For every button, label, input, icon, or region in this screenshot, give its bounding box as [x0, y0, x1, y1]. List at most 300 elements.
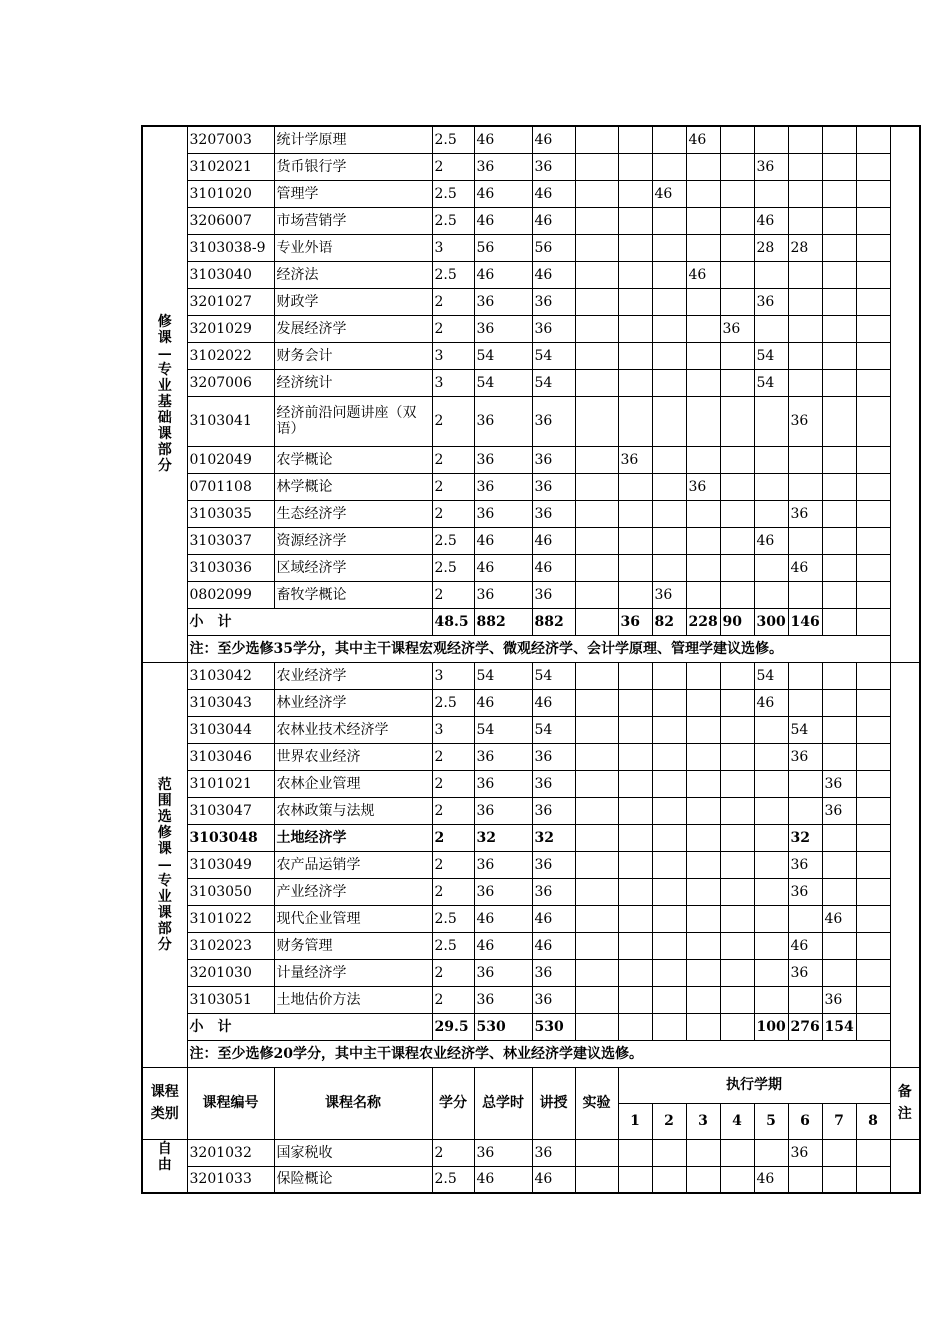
semester-7-hours — [822, 396, 856, 446]
semester-4-hours — [720, 770, 754, 797]
course-credit: 2 — [432, 315, 474, 342]
course-lab-hours — [575, 770, 618, 797]
semester-7-hours — [822, 180, 856, 207]
semester-7-hours — [822, 207, 856, 234]
course-lecture-hours: 46 — [532, 261, 575, 288]
course-credit: 2.5 — [432, 126, 474, 153]
semester-3-hours — [686, 315, 720, 342]
semester-7-hours: 46 — [822, 905, 856, 932]
semester-1-hours — [618, 878, 652, 905]
semester-5-hours: 54 — [754, 662, 788, 689]
course-credit: 2 — [432, 500, 474, 527]
course-lab-hours — [575, 743, 618, 770]
course-code: 3201029 — [187, 315, 274, 342]
course-credit: 2 — [432, 986, 474, 1013]
course-name: 经济法 — [274, 261, 432, 288]
semester-5-hours — [754, 126, 788, 153]
course-lecture-hours: 54 — [532, 369, 575, 396]
semester-7-hours — [822, 932, 856, 959]
semester-4-hours — [720, 207, 754, 234]
course-total-hours: 36 — [474, 581, 532, 608]
table-row — [142, 396, 920, 446]
semester-8-hours — [856, 824, 890, 851]
semester-3-hours — [686, 396, 720, 446]
semester-7-hours — [822, 554, 856, 581]
semester-5-hours — [754, 500, 788, 527]
semester-8-hours — [856, 396, 890, 446]
course-lecture-hours: 36 — [532, 473, 575, 500]
subtotal-label: 小 计 — [187, 608, 432, 635]
semester-8-hours — [856, 527, 890, 554]
course-total-hours: 46 — [474, 126, 532, 153]
subtotal-semester-5: 300 — [754, 608, 788, 635]
course-name: 农产品运销学 — [274, 851, 432, 878]
course-name: 财政学 — [274, 288, 432, 315]
subtotal-semester-8 — [856, 608, 890, 635]
semester-2-hours — [652, 261, 686, 288]
header-semester-4: 4 — [720, 1103, 754, 1139]
category-cell — [142, 1139, 187, 1193]
semester-4-hours — [720, 234, 754, 261]
table-row — [142, 315, 920, 342]
semester-5-hours — [754, 932, 788, 959]
course-code: 0802099 — [187, 581, 274, 608]
semester-6-hours: 28 — [788, 234, 822, 261]
semester-2-hours — [652, 1139, 686, 1166]
course-credit: 2 — [432, 797, 474, 824]
course-total-hours: 36 — [474, 851, 532, 878]
semester-1-hours — [618, 261, 652, 288]
semester-7-hours: 36 — [822, 797, 856, 824]
semester-6-hours: 36 — [788, 396, 822, 446]
course-name: 农林政策与法规 — [274, 797, 432, 824]
subtotal-semester-2: 82 — [652, 608, 686, 635]
semester-5-hours — [754, 716, 788, 743]
semester-6-hours: 54 — [788, 716, 822, 743]
course-name: 林业经济学 — [274, 689, 432, 716]
semester-4-hours — [720, 689, 754, 716]
semester-7-hours — [822, 315, 856, 342]
semester-1-hours — [618, 342, 652, 369]
course-credit: 2.5 — [432, 180, 474, 207]
semester-1-hours — [618, 234, 652, 261]
course-credit: 2.5 — [432, 932, 474, 959]
semester-3-hours — [686, 905, 720, 932]
semester-2-hours — [652, 396, 686, 446]
header-code: 课程编号 — [187, 1067, 274, 1139]
semester-1-hours — [618, 1166, 652, 1193]
semester-7-hours — [822, 342, 856, 369]
semester-1-hours — [618, 207, 652, 234]
table-row — [142, 1166, 920, 1193]
semester-5-hours: 46 — [754, 207, 788, 234]
semester-8-hours — [856, 851, 890, 878]
semester-3-hours — [686, 342, 720, 369]
semester-1-hours — [618, 180, 652, 207]
semester-8-hours — [856, 153, 890, 180]
semester-2-hours — [652, 1166, 686, 1193]
course-code: 3103048 — [187, 824, 274, 851]
course-name: 统计学原理 — [274, 126, 432, 153]
course-credit: 2.5 — [432, 527, 474, 554]
table-row — [142, 180, 920, 207]
semester-4-hours — [720, 288, 754, 315]
semester-3-hours — [686, 180, 720, 207]
course-total-hours: 46 — [474, 261, 532, 288]
semester-7-hours — [822, 743, 856, 770]
course-code: 3201032 — [187, 1139, 274, 1166]
course-name: 经济统计 — [274, 369, 432, 396]
category-label: 自由 — [157, 1140, 172, 1173]
semester-8-hours — [856, 126, 890, 153]
semester-5-hours — [754, 261, 788, 288]
semester-6-hours — [788, 180, 822, 207]
table-row — [142, 824, 920, 851]
semester-7-hours — [822, 126, 856, 153]
course-total-hours: 46 — [474, 1166, 532, 1193]
semester-6-hours — [788, 126, 822, 153]
semester-3-hours — [686, 662, 720, 689]
course-lecture-hours: 36 — [532, 315, 575, 342]
subtotal-semester-3: 228 — [686, 608, 720, 635]
course-total-hours: 46 — [474, 180, 532, 207]
course-name: 财务管理 — [274, 932, 432, 959]
table-row — [142, 797, 920, 824]
semester-6-hours — [788, 315, 822, 342]
course-lecture-hours: 46 — [532, 689, 575, 716]
table-row — [142, 851, 920, 878]
header-semester-5: 5 — [754, 1103, 788, 1139]
course-total-hours: 54 — [474, 369, 532, 396]
table-row — [142, 473, 920, 500]
semester-6-hours: 46 — [788, 554, 822, 581]
course-code: 3102023 — [187, 932, 274, 959]
course-name: 世界农业经济 — [274, 743, 432, 770]
semester-7-hours — [822, 527, 856, 554]
semester-7-hours — [822, 581, 856, 608]
header-semester-2: 2 — [652, 1103, 686, 1139]
course-credit: 2 — [432, 824, 474, 851]
semester-4-hours — [720, 932, 754, 959]
semester-1-hours — [618, 554, 652, 581]
header-name: 课程名称 — [274, 1067, 432, 1139]
course-lab-hours — [575, 288, 618, 315]
header-category: 课程类别 — [142, 1067, 187, 1139]
semester-2-hours — [652, 369, 686, 396]
semester-1-hours — [618, 315, 652, 342]
semester-4-hours — [720, 986, 754, 1013]
table-row — [142, 905, 920, 932]
semester-2-hours — [652, 716, 686, 743]
semester-6-hours — [788, 288, 822, 315]
header-semester-3: 3 — [686, 1103, 720, 1139]
remark-cell — [890, 126, 920, 662]
table-row — [142, 986, 920, 1013]
subtotal-label: 小 计 — [187, 1013, 432, 1040]
course-total-hours: 36 — [474, 153, 532, 180]
semester-5-hours — [754, 396, 788, 446]
course-name: 区域经济学 — [274, 554, 432, 581]
semester-2-hours — [652, 234, 686, 261]
semester-2-hours — [652, 126, 686, 153]
semester-8-hours — [856, 446, 890, 473]
semester-5-hours — [754, 770, 788, 797]
course-code: 3102021 — [187, 153, 274, 180]
course-code: 3103037 — [187, 527, 274, 554]
course-lecture-hours: 36 — [532, 743, 575, 770]
course-lecture-hours: 36 — [532, 797, 575, 824]
subtotal-semester-6: 276 — [788, 1013, 822, 1040]
semester-2-hours — [652, 878, 686, 905]
course-lecture-hours: 36 — [532, 878, 575, 905]
course-lab-hours — [575, 153, 618, 180]
course-name: 畜牧学概论 — [274, 581, 432, 608]
course-lecture-hours: 36 — [532, 986, 575, 1013]
remark-cell — [890, 1139, 920, 1193]
course-code: 3103041 — [187, 396, 274, 446]
course-code: 3103042 — [187, 662, 274, 689]
subtotal-semester-3 — [686, 1013, 720, 1040]
semester-1-hours — [618, 689, 652, 716]
course-lecture-hours: 54 — [532, 342, 575, 369]
semester-5-hours — [754, 986, 788, 1013]
table-row — [142, 500, 920, 527]
table-row — [142, 959, 920, 986]
semester-2-hours — [652, 959, 686, 986]
semester-7-hours — [822, 288, 856, 315]
course-total-hours: 46 — [474, 527, 532, 554]
note-row — [142, 635, 920, 662]
semester-5-hours — [754, 797, 788, 824]
table-row — [142, 369, 920, 396]
course-lab-hours — [575, 716, 618, 743]
semester-6-hours — [788, 446, 822, 473]
semester-4-hours — [720, 716, 754, 743]
course-lab-hours — [575, 207, 618, 234]
header-remark — [890, 1067, 920, 1139]
table-row — [142, 234, 920, 261]
semester-1-hours — [618, 716, 652, 743]
course-lecture-hours: 54 — [532, 716, 575, 743]
semester-3-hours — [686, 1166, 720, 1193]
table-row — [142, 743, 920, 770]
course-code: 3207003 — [187, 126, 274, 153]
semester-7-hours — [822, 851, 856, 878]
semester-4-hours — [720, 446, 754, 473]
semester-7-hours — [822, 473, 856, 500]
semester-3-hours — [686, 986, 720, 1013]
semester-6-hours — [788, 770, 822, 797]
semester-8-hours — [856, 180, 890, 207]
course-credit: 2.5 — [432, 207, 474, 234]
table-row — [142, 207, 920, 234]
semester-7-hours — [822, 959, 856, 986]
semester-2-hours — [652, 851, 686, 878]
subtotal-semester-7: 154 — [822, 1013, 856, 1040]
semester-8-hours — [856, 500, 890, 527]
semester-2-hours — [652, 932, 686, 959]
semester-6-hours — [788, 581, 822, 608]
semester-2-hours — [652, 473, 686, 500]
semester-7-hours — [822, 716, 856, 743]
semester-1-hours — [618, 959, 652, 986]
semester-8-hours — [856, 315, 890, 342]
subtotal-lecture-hours: 530 — [532, 1013, 575, 1040]
table-row — [142, 878, 920, 905]
table-row — [142, 1139, 920, 1166]
subtotal-semester-6: 146 — [788, 608, 822, 635]
course-credit: 2.5 — [432, 554, 474, 581]
course-credit: 2.5 — [432, 689, 474, 716]
course-credit: 3 — [432, 342, 474, 369]
semester-7-hours — [822, 261, 856, 288]
course-lecture-hours: 36 — [532, 446, 575, 473]
semester-2-hours — [652, 500, 686, 527]
semester-3-hours — [686, 446, 720, 473]
semester-3-hours — [686, 369, 720, 396]
semester-8-hours — [856, 369, 890, 396]
course-code: 3103047 — [187, 797, 274, 824]
course-total-hours: 36 — [474, 446, 532, 473]
semester-6-hours: 46 — [788, 932, 822, 959]
course-total-hours: 36 — [474, 959, 532, 986]
table-row — [142, 153, 920, 180]
semester-2-hours — [652, 905, 686, 932]
course-credit: 2 — [432, 743, 474, 770]
semester-4-hours — [720, 396, 754, 446]
course-lecture-hours: 36 — [532, 288, 575, 315]
course-credit: 2 — [432, 878, 474, 905]
semester-1-hours — [618, 369, 652, 396]
semester-5-hours: 46 — [754, 527, 788, 554]
course-total-hours: 36 — [474, 288, 532, 315]
semester-4-hours — [720, 824, 754, 851]
course-name: 资源经济学 — [274, 527, 432, 554]
semester-7-hours — [822, 1139, 856, 1166]
section-note: 注：至少选修20学分，其中主干课程农业经济学、林业经济学建议选修。 — [187, 1040, 890, 1067]
subtotal-lab-hours — [575, 608, 618, 635]
header-semester-7: 7 — [822, 1103, 856, 1139]
semester-6-hours — [788, 261, 822, 288]
course-total-hours: 46 — [474, 689, 532, 716]
course-lab-hours — [575, 824, 618, 851]
course-credit: 2.5 — [432, 1166, 474, 1193]
course-code: 3101021 — [187, 770, 274, 797]
table-row — [142, 446, 920, 473]
semester-1-hours — [618, 662, 652, 689]
course-lecture-hours: 46 — [532, 180, 575, 207]
course-name: 农林业技术经济学 — [274, 716, 432, 743]
semester-3-hours — [686, 1139, 720, 1166]
course-name: 产业经济学 — [274, 878, 432, 905]
semester-4-hours — [720, 878, 754, 905]
course-lab-hours — [575, 1166, 618, 1193]
course-lab-hours — [575, 797, 618, 824]
course-code: 3103051 — [187, 986, 274, 1013]
semester-8-hours — [856, 689, 890, 716]
subtotal-credit: 48.5 — [432, 608, 474, 635]
semester-2-hours — [652, 797, 686, 824]
course-name: 农业经济学 — [274, 662, 432, 689]
subtotal-lecture-hours: 882 — [532, 608, 575, 635]
semester-8-hours — [856, 1166, 890, 1193]
course-total-hours: 46 — [474, 932, 532, 959]
semester-3-hours — [686, 878, 720, 905]
semester-5-hours — [754, 315, 788, 342]
semester-6-hours: 36 — [788, 851, 822, 878]
category-label: 范围选修课—专业课部分 — [157, 776, 172, 953]
course-credit: 2 — [432, 473, 474, 500]
course-credit: 3 — [432, 662, 474, 689]
course-total-hours: 36 — [474, 878, 532, 905]
course-credit: 2 — [432, 1139, 474, 1166]
course-name: 土地经济学 — [274, 824, 432, 851]
semester-3-hours: 46 — [686, 126, 720, 153]
course-lab-hours — [575, 581, 618, 608]
category-cell — [142, 126, 187, 662]
semester-8-hours — [856, 261, 890, 288]
course-credit: 2 — [432, 959, 474, 986]
semester-4-hours — [720, 743, 754, 770]
header-lecture: 讲授 — [532, 1067, 575, 1139]
semester-1-hours — [618, 527, 652, 554]
semester-8-hours — [856, 554, 890, 581]
course-code: 3201030 — [187, 959, 274, 986]
semester-7-hours — [822, 824, 856, 851]
semester-6-hours: 36 — [788, 878, 822, 905]
semester-5-hours — [754, 446, 788, 473]
semester-2-hours — [652, 743, 686, 770]
course-lab-hours — [575, 959, 618, 986]
semester-3-hours: 36 — [686, 473, 720, 500]
semester-6-hours — [788, 1166, 822, 1193]
course-lab-hours — [575, 315, 618, 342]
course-name: 计量经济学 — [274, 959, 432, 986]
table-row — [142, 662, 920, 689]
course-total-hours: 36 — [474, 743, 532, 770]
course-name: 农林企业管理 — [274, 770, 432, 797]
table-row — [142, 126, 920, 153]
course-lab-hours — [575, 396, 618, 446]
header-semester-6: 6 — [788, 1103, 822, 1139]
semester-7-hours — [822, 369, 856, 396]
semester-2-hours — [652, 770, 686, 797]
course-lecture-hours: 36 — [532, 153, 575, 180]
semester-6-hours — [788, 369, 822, 396]
course-lecture-hours: 46 — [532, 207, 575, 234]
course-lab-hours — [575, 932, 618, 959]
semester-6-hours — [788, 905, 822, 932]
semester-2-hours — [652, 342, 686, 369]
course-code: 3103044 — [187, 716, 274, 743]
table-row — [142, 554, 920, 581]
course-lab-hours — [575, 180, 618, 207]
subtotal-semester-1 — [618, 1013, 652, 1040]
course-credit: 3 — [432, 716, 474, 743]
semester-7-hours: 36 — [822, 986, 856, 1013]
semester-7-hours — [822, 234, 856, 261]
course-total-hours: 54 — [474, 342, 532, 369]
course-name: 市场营销学 — [274, 207, 432, 234]
table-row — [142, 342, 920, 369]
semester-3-hours — [686, 527, 720, 554]
semester-3-hours — [686, 581, 720, 608]
semester-4-hours — [720, 581, 754, 608]
semester-5-hours — [754, 878, 788, 905]
subtotal-semester-5: 100 — [754, 1013, 788, 1040]
semester-6-hours: 36 — [788, 500, 822, 527]
semester-4-hours — [720, 959, 754, 986]
